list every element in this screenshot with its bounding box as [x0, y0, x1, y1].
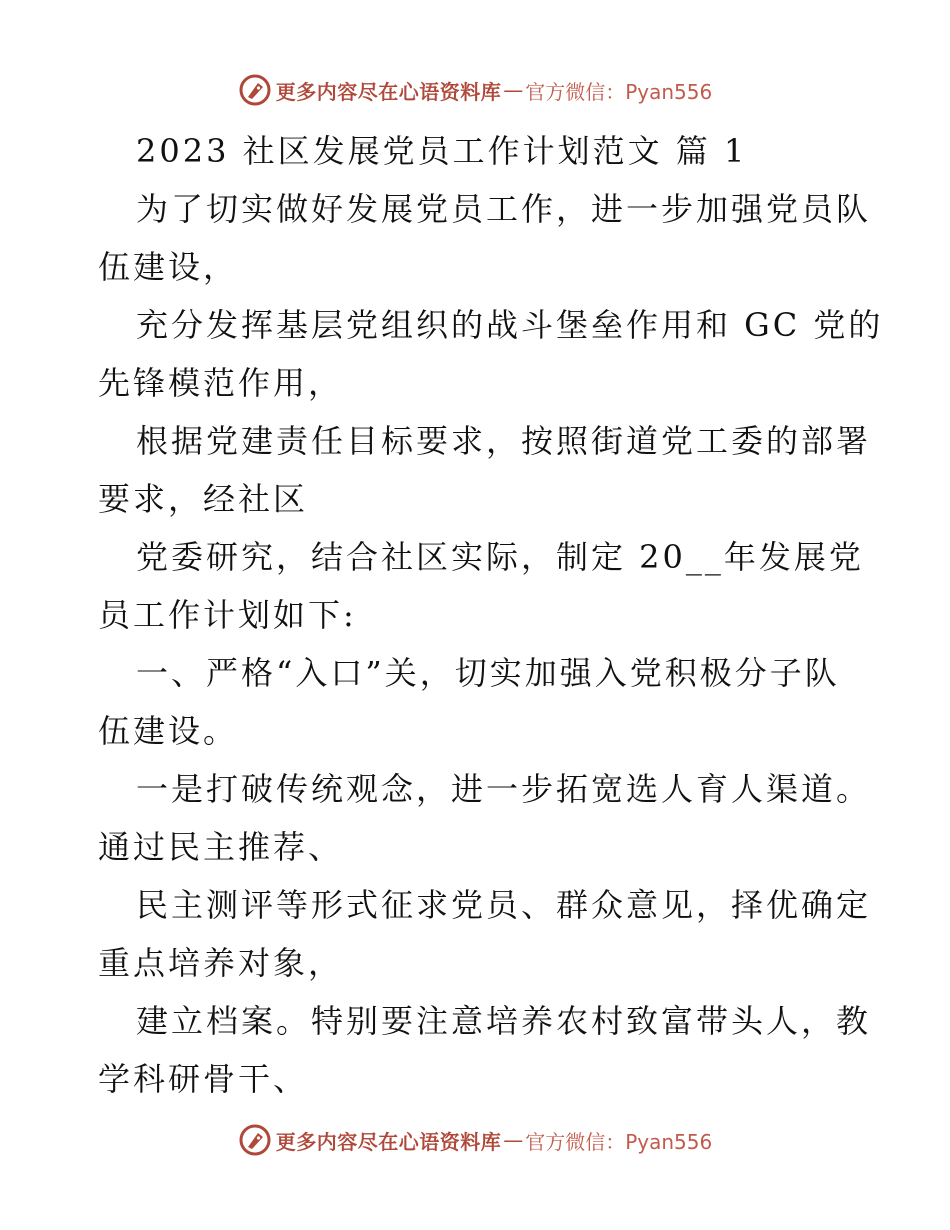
paragraph-line: 一是打破传统观念，进一步拓宽选人育人渠道。 — [136, 770, 872, 808]
paragraph-line: 伍建设， — [98, 248, 239, 286]
paragraph-line: 根据党建责任目标要求，按照街道党工委的部署 — [136, 422, 872, 460]
paragraph-line: 党委研究，结合社区实际，制定 20__年发展党 — [136, 538, 864, 576]
watermark-separator: — — [503, 1128, 524, 1152]
watermark-brand: 更多内容尽在心语资料库 — [275, 79, 502, 104]
watermark-contact: 官方微信：Pyan556 — [525, 79, 713, 104]
paragraph-line: 充分发挥基层党组织的战斗堡垒作用和 GC 党的 — [136, 306, 884, 344]
paragraph-line: 民主测评等形式征求党员、群众意见，择优确定 — [136, 886, 872, 924]
pen-nib-logo-icon — [238, 73, 272, 107]
watermark-separator: — — [503, 78, 524, 102]
watermark-contact: 官方微信：Pyan556 — [525, 1129, 713, 1154]
paragraph-line: 建立档案。特别要注意培养农村致富带头人，教 — [136, 1002, 872, 1040]
paragraph-line: 员工作计划如下: — [98, 596, 357, 634]
paragraph-line: 通过民主推荐、 — [98, 828, 344, 866]
document-title: 2023 社区发展党员工作计划范文 篇 1 — [136, 132, 748, 170]
watermark-header — [0, 72, 950, 108]
paragraph-line: 要求，经社区 — [98, 480, 309, 518]
pen-nib-logo-icon — [238, 1123, 272, 1157]
watermark-footer — [0, 1122, 950, 1158]
paragraph-line: 伍建设。 — [98, 712, 239, 750]
document-body — [98, 122, 884, 1108]
paragraph-line: 重点培养对象， — [98, 944, 344, 982]
section-heading: 一、严格“入口”关，切实加强入党积极分子队 — [136, 654, 840, 692]
paragraph-line: 先锋模范作用， — [98, 364, 344, 402]
paragraph-line: 为了切实做好发展党员工作，进一步加强党员队 — [136, 190, 872, 228]
paragraph-line: 学科研骨干、 — [98, 1060, 309, 1098]
watermark-brand: 更多内容尽在心语资料库 — [275, 1129, 502, 1154]
